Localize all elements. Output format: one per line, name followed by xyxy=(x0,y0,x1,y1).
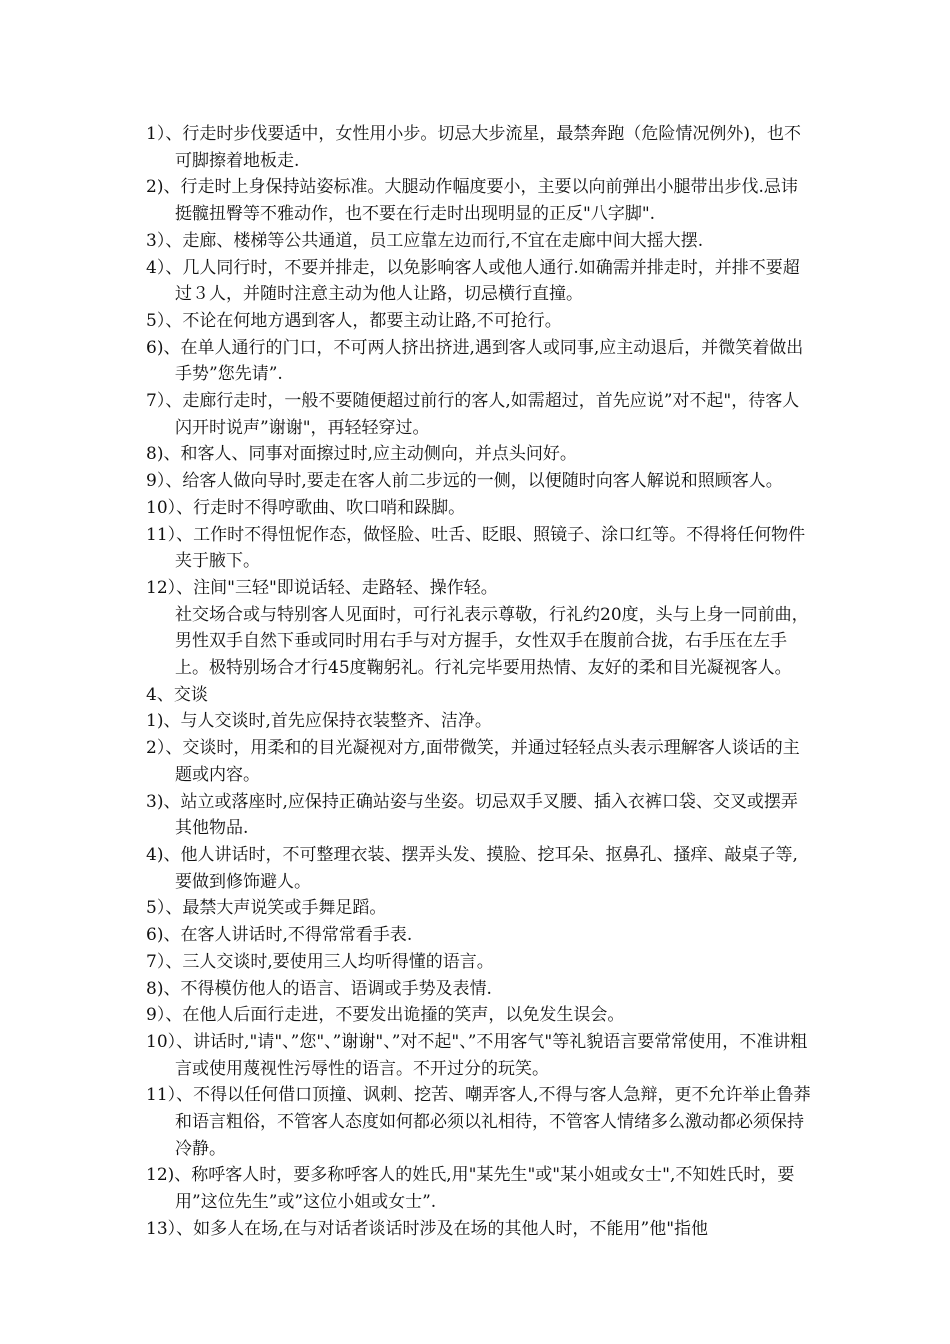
conversation-item-4: 4)、他人讲话时，不可整理衣装、摆弄头发、摸脸、挖耳朵、抠鼻孔、搔痒、敲桌子等,要做到修饰避人。 xyxy=(146,844,798,892)
conversation-item-6: 6)、在客人讲话时,不得常常看手表. xyxy=(146,925,413,946)
conversation-item-9: 9）、在他人后面行走进，不要发出诡𢶍的笑声，以免发生误会。 xyxy=(146,1005,625,1026)
conversation-item-11: 11）、不得以任何借口顶撞、讽刺、挖苦、嘲弄客人,不得与客人急辩，更不允许举止鲁莽和语言粗俗，不管客人态度如何都必须以礼相待，不管客人情绪多么激动都必须保持冷静。 xyxy=(146,1085,811,1159)
walking-item-11: 11）、工作时不得忸怩作态，做怪脸、吐舌、眨眼、照镜子、涂口红等。不得将任何物件夹于腋下。 xyxy=(146,524,806,572)
conversation-item-13: 13）、如多人在场,在与对话者谈话时涉及在场的其他人时，不能用”他"指他 xyxy=(146,1218,709,1239)
walking-item-3: 3）、走廊、楼梯等公共通道，员工应靠左边而行,不宜在走廊中间大摇大摆. xyxy=(146,230,704,251)
conversation-item-12: 12)、称呼客人时，要多称呼客人的姓氏,用"某先生"或"某小姐或女士",不知姓氏时，要用”这位先生”或”这位小姐或女士”. xyxy=(146,1165,795,1213)
document-body xyxy=(146,121,814,1243)
walking-item-5: 5）、不论在何地方遇到客人，都要主动让路,不可抢行。 xyxy=(146,310,562,331)
conversation-item-7: 7）、三人交谈时,要使用三人均听得懂的语言。 xyxy=(146,951,494,972)
walking-item-9: 9）、给客人做向导时,要走在客人前二步远的一侧，以便随时向客人解说和照顾客人。 xyxy=(146,471,783,492)
conversation-item-8: 8)、不得模仿他人的语言、语调或手势及表情. xyxy=(146,978,492,999)
walking-item-2: 2)、行走时上身保持站姿标准。大腿动作幅度要小，主要以向前弹出小腿带出步伐.忌讳挺髋扭臀等不雅动作，也不要在行走时出现明显的正反"八字脚". xyxy=(146,177,798,225)
walking-item-8: 8)、和客人、同事对面擦过时,应主动侧向，并点头问好。 xyxy=(146,444,577,465)
bow-paragraph: 社交场合或与特别客人见面时，可行礼表示尊敬，行礼约20度，头与上身一同前曲，男性双手自然下垂或同时用右手与对方握手，女性双手在腹前合拢，右手压在左手上。极特别场合才行45度鞠躬礼。行礼完毕要用热情、友好的柔和目光凝视客人。 xyxy=(175,604,809,679)
walking-item-7: 7）、走廊行走时，一般不要随便超过前行的客人,如需超过，首先应说”对不起"，待客人闪开时说声”谢谢"，再轻轻穿过。 xyxy=(146,391,800,438)
conversation-item-2: 2）、交谈时，用柔和的目光凝视对方,面带微笑，并通过轻轻点头表示理解客人谈话的主题或内容。 xyxy=(146,738,800,785)
walking-item-12: 12）、注间"三轻"即说话轻、走路轻、操作轻。 xyxy=(146,577,498,598)
walking-item-1: 1）、行走时步伐要适中，女性用小步。切忌大步流星，最禁奔跑（危险情况例外)，也不可脚擦着地板走. xyxy=(146,124,801,171)
conversation-item-5: 5）、最禁大声说笑或手舞足蹈。 xyxy=(146,898,387,919)
conversation-item-1: 1)、与人交谈时,首先应保持衣装整齐、洁净。 xyxy=(146,711,492,732)
walking-item-6: 6)、在单人通行的门口，不可两人挤出挤进,遇到客人或同事,应主动退后，并微笑着做出手势”您先请”. xyxy=(146,337,804,385)
walking-item-4: 4）、几人同行时，不要并排走，以免影响客人或他人通行.如确需并排走时，并排不要超过３人，并随时注意主动为他人让路，切忌横行直撞。 xyxy=(146,257,800,305)
walking-item-10: 10）、行走时不得哼歌曲、吹口哨和跺脚。 xyxy=(146,497,466,518)
conversation-item-10: 10）、讲话时,"请"、”您"、”谢谢"、”对不起"、”不用客气"等礼貌语言要常常使用，不准讲粗言或使用蔑视性污辱性的语言。不开过分的玩笑。 xyxy=(146,1031,808,1079)
section-heading-conversation: 4、交谈 xyxy=(146,684,208,705)
conversation-item-3: 3)、站立或落座时,应保持正确站姿与坐姿。切忌双手叉腰、插入衣裤口袋、交叉或摆弄其他物品. xyxy=(146,791,798,839)
